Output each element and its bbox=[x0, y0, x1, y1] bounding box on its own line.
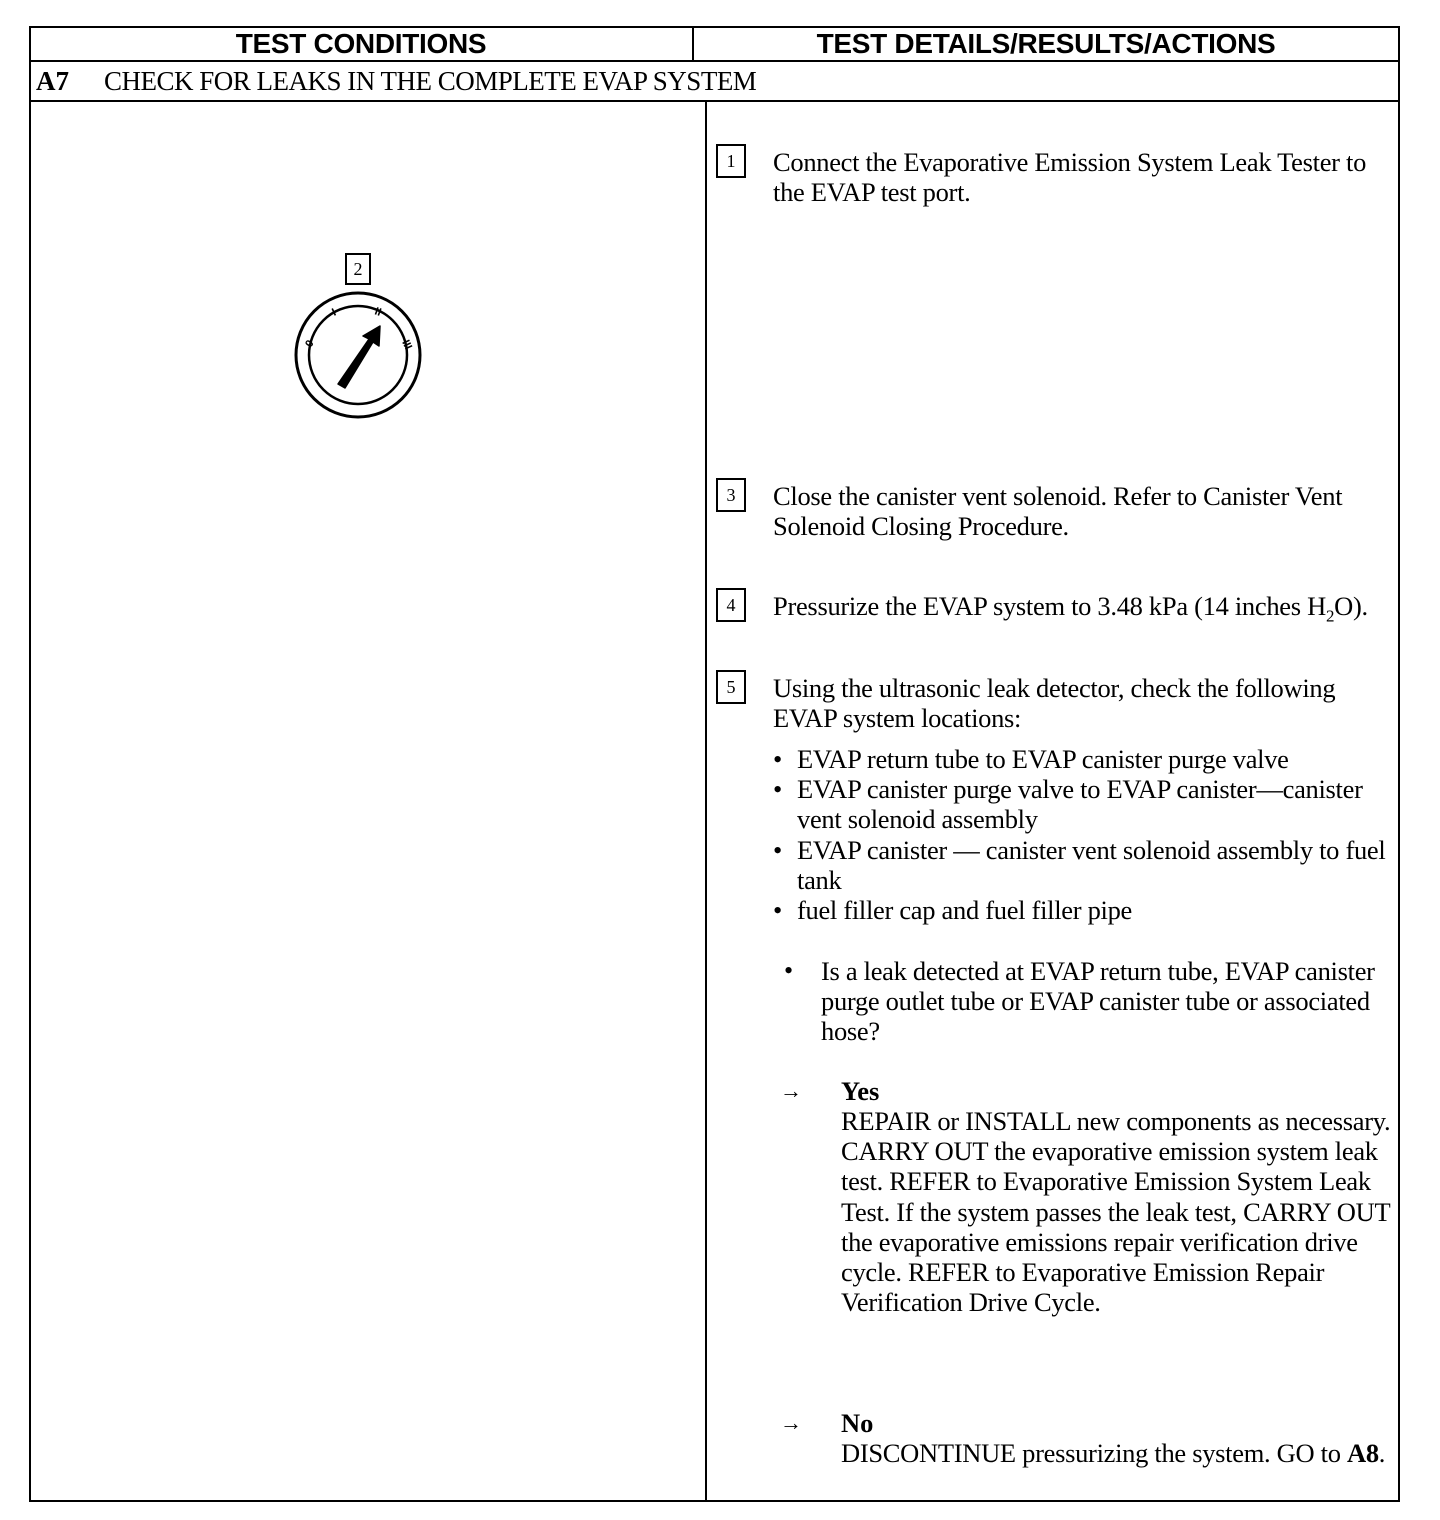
goto-a8-link[interactable]: A8 bbox=[1347, 1438, 1379, 1468]
no-label: No bbox=[841, 1408, 874, 1438]
step-3-text: Close the canister vent solenoid. Refer to Canister Vent Solenoid Closing Procedure. bbox=[773, 481, 1343, 542]
header-test-conditions: TEST CONDITIONS bbox=[235, 28, 487, 59]
step-4-text-before: Pressurize the EVAP system to 3.48 kPa (14 inches H bbox=[773, 591, 1326, 621]
list-item: • EVAP canister — canister vent solenoid assembly to fuel tank bbox=[773, 835, 1393, 895]
ignition-position-0: 0 bbox=[303, 338, 317, 350]
header-test-details: TEST DETAILS/RESULTS/ACTIONS bbox=[816, 28, 1276, 59]
section-id: A7 bbox=[36, 66, 69, 96]
step-4-text bbox=[773, 591, 1393, 626]
no-action-text bbox=[841, 1438, 1391, 1468]
step-box-1: 1 bbox=[716, 144, 746, 178]
step-box-3: 3 bbox=[716, 478, 746, 512]
ignition-position-1: I bbox=[330, 306, 339, 319]
section-divider bbox=[30, 100, 1400, 102]
question-text: Is a leak detected at EVAP return tube, EVAP canister purge outlet tube or EVAP canister tube or associated hose? bbox=[821, 956, 1375, 1047]
no-action-text-after: . bbox=[1378, 1438, 1386, 1468]
no-arrow-icon: → bbox=[780, 1410, 802, 1435]
list-item: • EVAP return tube to EVAP canister purge valve bbox=[773, 744, 1393, 774]
location-list bbox=[773, 744, 1393, 925]
ignition-position-2: II bbox=[372, 305, 383, 319]
list-item: • fuel filler cap and fuel filler pipe bbox=[773, 895, 1393, 925]
header-divider bbox=[30, 60, 1400, 62]
section-title: CHECK FOR LEAKS IN THE COMPLETE EVAP SYSTEM bbox=[104, 66, 757, 96]
table-border-bottom bbox=[30, 1500, 1400, 1502]
step-5-text: Using the ultrasonic leak detector, check the following EVAP system locations: bbox=[773, 673, 1336, 734]
table-border-left bbox=[29, 26, 31, 1502]
table-border-right bbox=[1398, 26, 1400, 1502]
step-4-subscript: 2 bbox=[1325, 606, 1335, 626]
yes-label: Yes bbox=[841, 1076, 880, 1106]
ignition-switch-icon bbox=[293, 290, 423, 420]
step-box-5: 5 bbox=[716, 670, 746, 704]
no-action-text-before: DISCONTINUE pressurizing the system. GO to bbox=[841, 1438, 1347, 1468]
list-item: • EVAP canister purge valve to EVAP canister—canister vent solenoid assembly bbox=[773, 774, 1393, 834]
question-bullet: • bbox=[784, 956, 794, 985]
body-column-divider bbox=[705, 100, 707, 1502]
yes-arrow-icon: → bbox=[780, 1078, 802, 1103]
ignition-position-3: III bbox=[399, 338, 415, 352]
yes-action-text: REPAIR or INSTALL new components as necessary. CARRY OUT the evaporative emission system leak test. REFER to Evaporative Emission System Leak Test. If the system passes the leak test, CARRY OUT the evaporative emissions repair verification drive cycle. REFER to Evaporative Emission Repair Verification Drive Cycle. bbox=[841, 1106, 1391, 1318]
step-box-2: 2 bbox=[345, 253, 371, 285]
step-1-text: Connect the Evaporative Emission System Leak Tester to the EVAP test port. bbox=[773, 147, 1367, 208]
step-4-text-after: O). bbox=[1334, 591, 1368, 621]
step-box-4: 4 bbox=[716, 588, 746, 622]
